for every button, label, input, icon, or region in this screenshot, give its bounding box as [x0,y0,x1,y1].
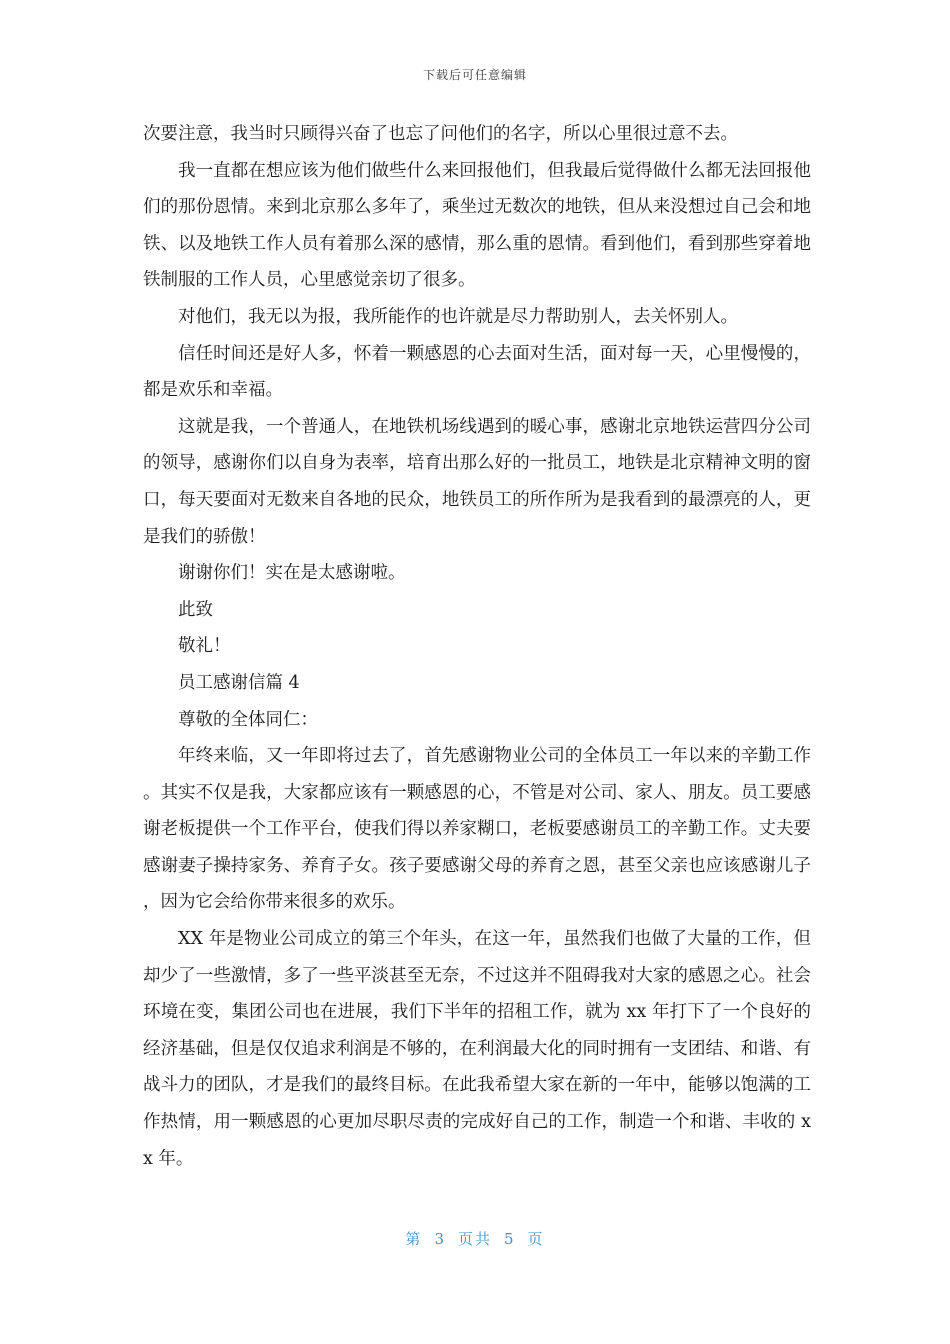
closing-salute: 敬礼！ [178,636,231,657]
page-header: 下载后可任意编辑 [422,68,527,82]
salutation: 尊敬的全体同仁： [178,709,318,730]
paragraph: 对他们，我无以为报，我所能作的也许就是尽力帮助别人，去关怀别人。 [178,306,738,327]
paragraph: 年终来临，又一年即将过去了，首先感谢物业公司的全体员工一年以来的辛勤工作。其实不仅是我，大家都应该有一颗感恩的心，不管是对公司、家人、朋友。员工要感谢老板提供一个工作平台，使我们得以养家糊口，老板要感谢员工的辛勤工作。丈夫要感谢妻子操持家务、养育子女。孩子要感谢父母的养育之恩，甚至父亲也应该感谢儿子，因为它会给你带来很多的欢乐。 [143,746,811,913]
footer-middle: 页共 [457,1230,492,1248]
paragraph: 我一直都在想应该为他们做些什么来回报他们，但我最后觉得做什么都无法回报他们的那份恩情。来到北京那么多年了，乘坐过无数次的地铁，但从来没想过自己会和地铁、以及地铁工作人员有着那么深的感情，那么重的恩情。看到他们，看到那些穿着地铁制服的工作人员，心里感觉亲切了很多。 [143,160,811,291]
footer-suffix: 页 [527,1230,545,1248]
paragraph: 信任时间还是好人多，怀着一颗感恩的心去面对生活，面对每一天，心里慢慢的，都是欢乐和幸福。 [143,343,811,401]
page-footer [0,1228,950,1249]
paragraph: 次要注意，我当时只顾得兴奋了也忘了问他们的名字，所以心里很过意不去。 [143,124,738,144]
footer-prefix: 第 [405,1230,423,1248]
paragraph: XX 年是物业公司成立的第三个年头，在这一年，虽然我们也做了大量的工作，但却少了一些激情，多了一些平淡甚至无奈，不过这并不阻碍我对大家的感恩之心。社会环境在变，集团公司也在进展，我们下半年的招租工作，就为 xx 年打下了一个良好的经济基础，但是仅仅追求利润是不够的，在利润最大化的同时拥有一支团结、和谐、有战斗力的团队，才是我们的最终目标。在此我希望大家在新的一年中，能够以饱满的工作热情，用一颗感恩的心更加尽职尽责的完成好自己的工作，制造一个和谐、丰收的 xx 年。 [143,929,811,1169]
current-page-number: 3 [434,1230,446,1248]
paragraph: 谢谢你们！实在是太感谢啦。 [178,563,406,584]
paragraph: 这就是我，一个普通人，在地铁机场线遇到的暖心事，感谢北京地铁运营四分公司的领导，感谢你们以自身为表率，培育出那么好的一批员工，地铁是北京精神文明的窗口，每天要面对无数来自各地的民众，地铁员工的所作所为是我看到的最漂亮的人，更是我们的骄傲！ [143,416,811,547]
total-page-number: 5 [504,1230,516,1248]
closing-line: 此致 [178,599,213,620]
document-body [143,116,811,1177]
section-title: 员工感谢信篇 4 [178,672,300,693]
